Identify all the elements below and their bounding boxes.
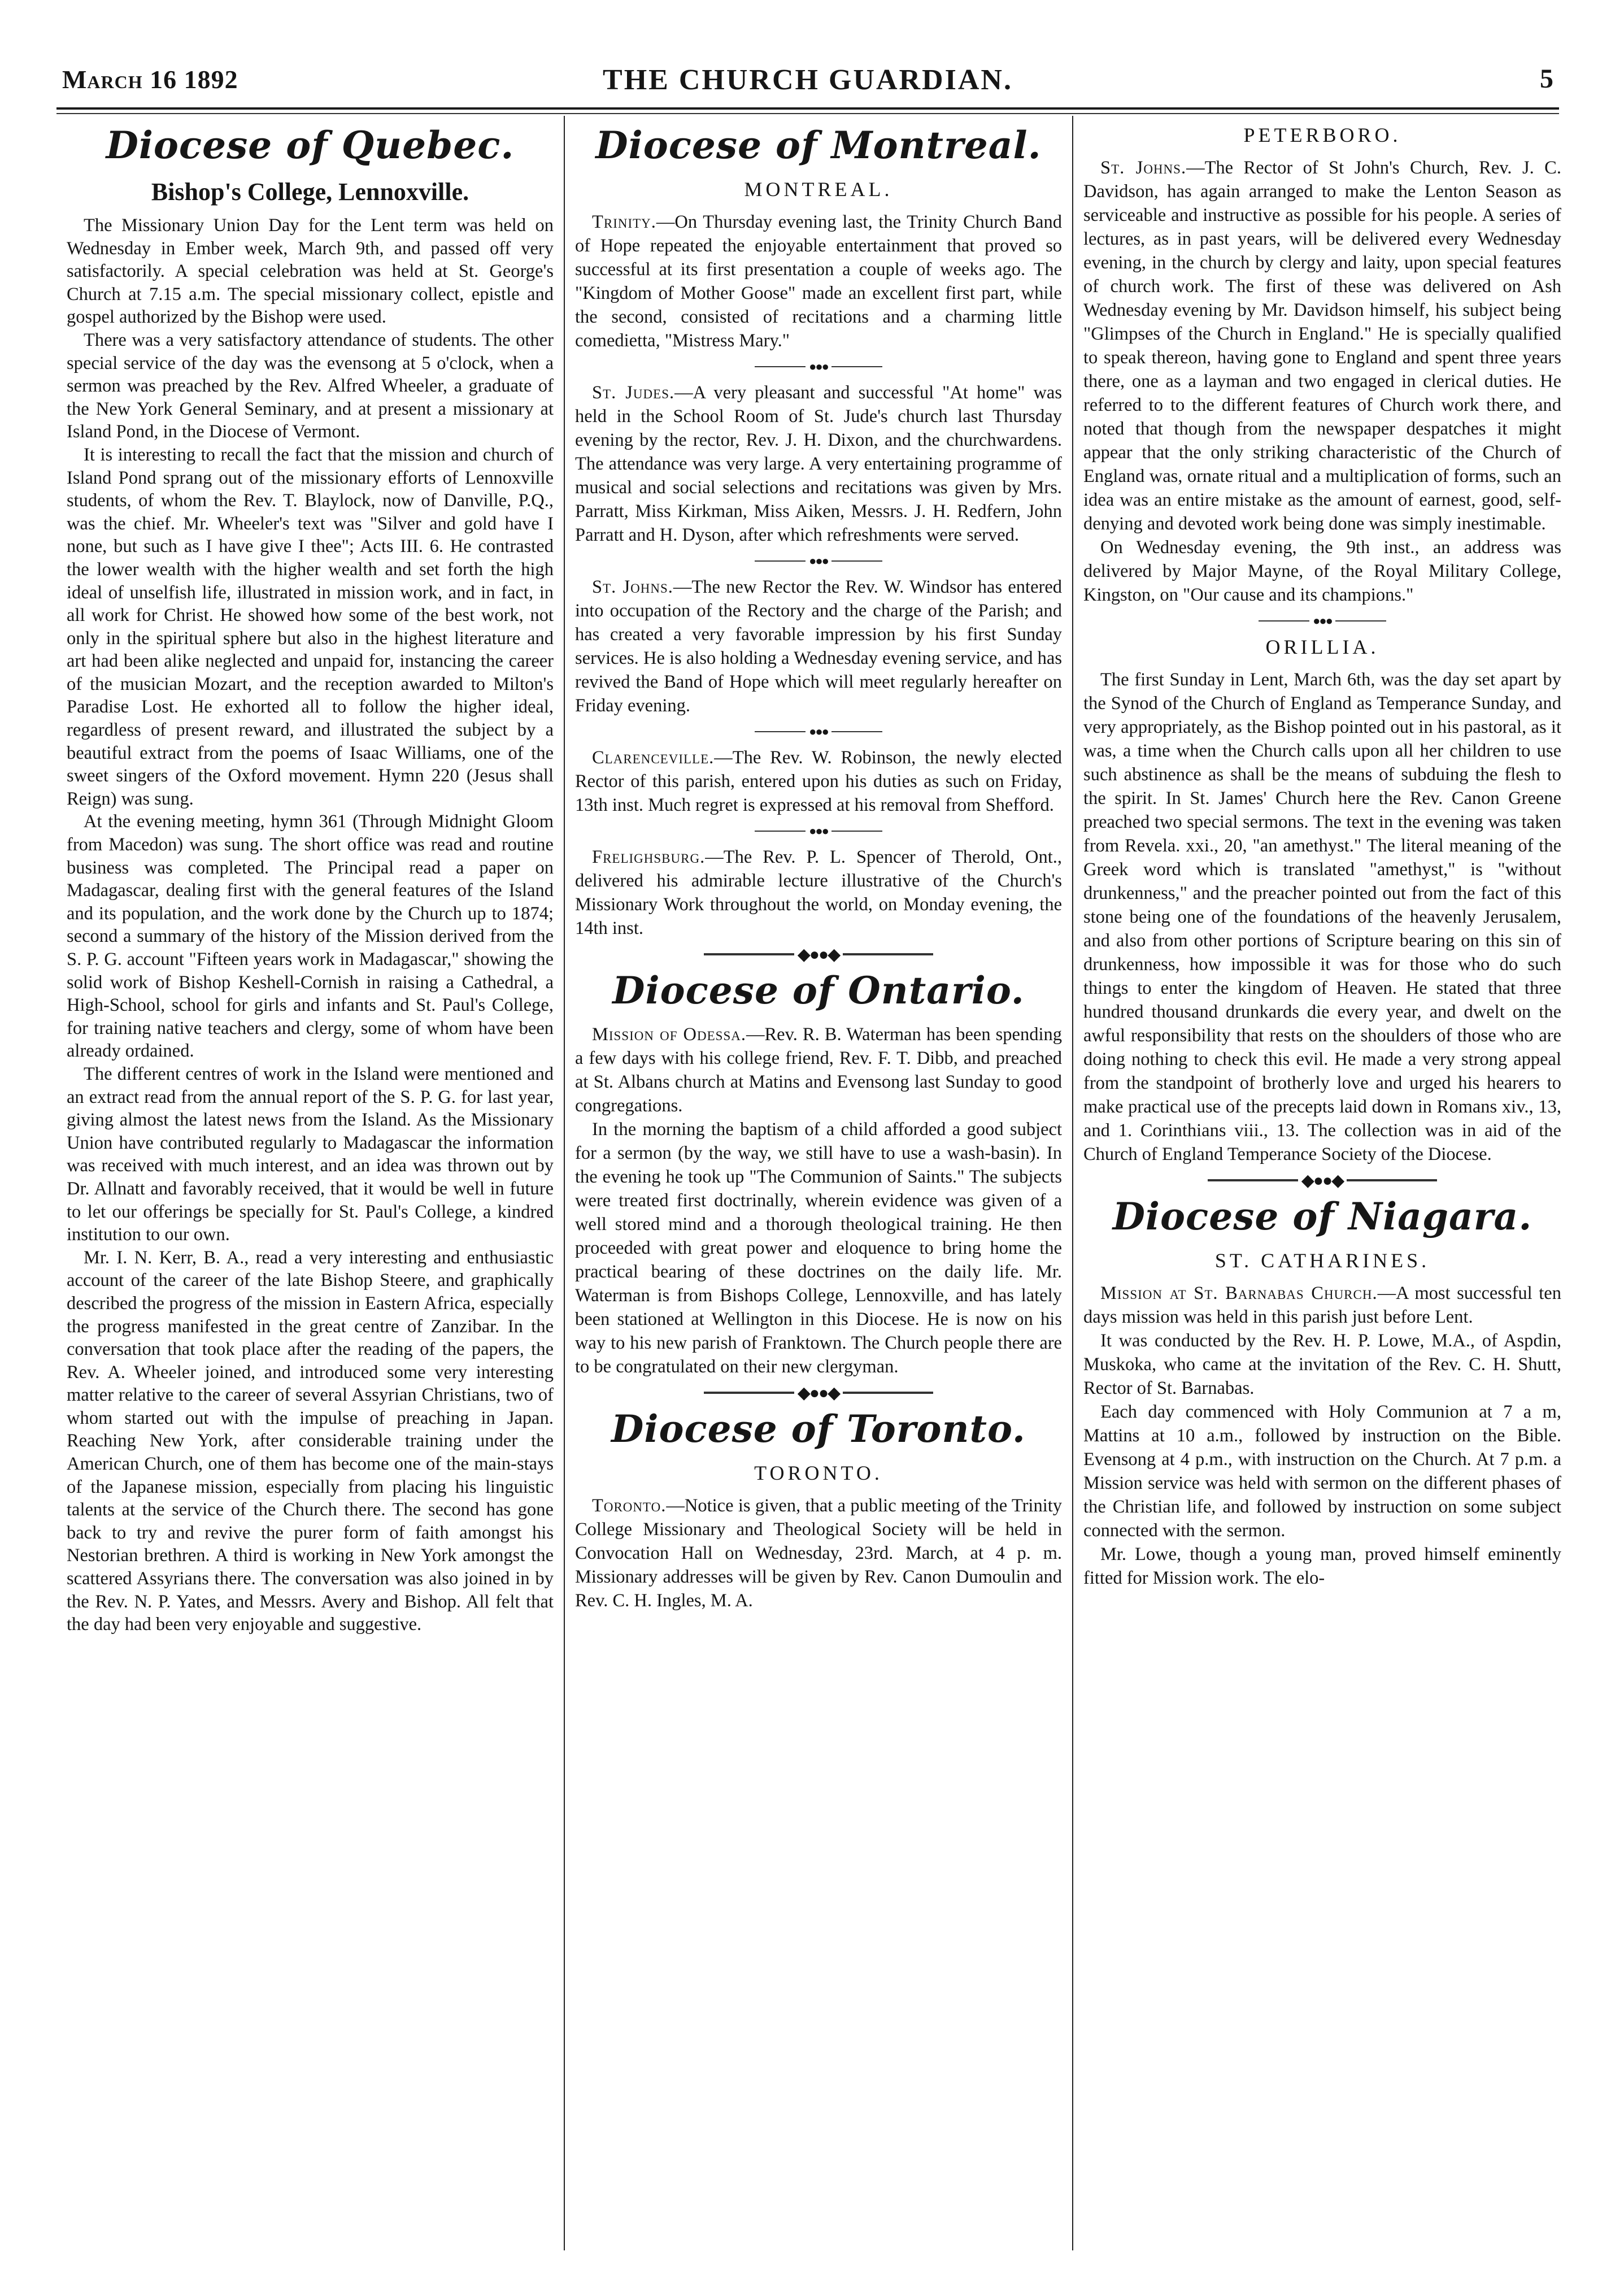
item-text: —On Thursday evening last, the Trinity Church Band of Hope repeated the enjoyable entertainment that proved so successful at its first presentation a couple of weeks ago. The "Kingdom of Mother Goose" made an excellent first part, while the second, consisted of recitations and a charming little comedietta, "Mistress Mary." xyxy=(575,212,1062,351)
item-text: —The Rector of St John's Church, Rev. J. C. Davidson, has again arranged to make the Lenton Season as serviceable and instructive as possible for his people. A series of lectures, as in past years, will be delivered every Wednesday evening, in the church by clergy and laity, upon special features of church work. The first of these was delivered on Ash Wednesday evening by Mr. Davidson himself, his subject being "Glimpses of the Church in England." He is specially qualified to speak thereon, having gone to England and spent three years there, one as a layman and two engaged in clerical duties. He referred to to the different features of Church work there, and noted that though from the newspaper despatches it might appear that the only striking characteristic of the Church of England was, ornate ritual and a multiplication of forms, such an idea was an entire mistake as the amount of earnest, good, self-denying and devoted work being done was simply inestimable. xyxy=(1083,158,1561,534)
place-heading-toronto: TORONTO. xyxy=(754,1462,883,1484)
item-text: —A very pleasant and successful "At home" was held in the School Room of St. Jude's church last Thursday evening by the rector, Rev. J. H. Dixon, and the churchwardens. The attendance was very large. A very entertaining programme of musical and social selections and recitations was given by Mrs. Parratt, Miss Kirkman, Miss Aiken, Messrs. J. H. Redfern, John Parratt and H. Dyson, after which refreshments were served. xyxy=(575,383,1062,545)
section-divider: ●●● xyxy=(575,823,1062,840)
item-lead: St. Johns. xyxy=(1100,158,1187,178)
news-item-st-johns-peterboro xyxy=(1083,156,1561,536)
item-lead: Mission at St. Barnabas Church. xyxy=(1100,1283,1378,1303)
place-heading-montreal: MONTREAL. xyxy=(744,178,893,201)
section-divider: ●●● xyxy=(1083,612,1561,629)
news-item-toronto xyxy=(575,1494,1062,1613)
news-item-clarenceville xyxy=(575,746,1062,817)
article-paragraph: In the morning the baptism of a child afforded a good subject for a sermon (by the way, we still have to use a wash-basin). In the evening he took up "The Communion of Saints." The subjects were treated first doctrinally, wherein evidence was given of a well stored mind and a thorough theological training. He then proceeded with great power and eloquence to bring home the practical bearing of these doctrines on the daily life. Mr. Waterman is from Bishops College, Lennoxville, and has lately been stationed at Wellington in this Diocese. He is now on his way to his new parish of Franktown. The Church people there are to be congratulated on their new clergyman. xyxy=(575,1119,1062,1377)
article-paragraph: It is interesting to recall the fact that the mission and church of Island Pond sprang out of the missionary efforts of Lennoxville students, of whom the Rev. T. Blaylock, now of Danville, P.Q., was the chief. Mr. Wheeler's text was "Silver and gold have I none, but such as I have give I thee"; Acts III. 6. He contrasted the lower wealth with the higher wealth and set forth the high ideal of unselfish life, illustrated in mission work, and in fact, in all work for Christ. He showed how some of the best work, not only in the spiritual sphere but also in the highest literature and art had been alike neglected and unpaid for, instancing the career of the musician Mozart, and the reception awarded to Milton's Paradise Lost. He exhorted all to follow the higher ideal, regardless of present reward, and illustrated the subject by a beautiful extract from the poems of Isaac Williams, one of the sweet singers of the Oxford movement. Hymn 220 (Jesus shall Reign) was sung. xyxy=(67,444,554,809)
item-lead: Mission of Odessa. xyxy=(592,1024,746,1045)
column-3 xyxy=(1083,120,1561,2239)
article-paragraph: Mr. I. N. Kerr, B. A., read a very interesting and enthusiastic account of the career of the late Bishop Steere, and graphically described the progress of the mission in Eastern Africa, especially the progress manifested in the great centre of Zanzibar. In the conversation that took place after the reading of the papers, the Rev. A. Wheeler joined, and introduced some very interesting matter relative to the career of several Assyrian Christians, two of whom started out with the impulse of preaching in Japan. Reaching New York, after considerable training under the American Church, one of them has become one of the main-stays of the Japanese mission, especially from placing his linguistic talents at the service of the Church there. The second has gone back to try and revive the purer form of faith amongst his Nestorian brethren. A third is working in New York amongst the scattered Assyrians there. The conversation was also joined in by the Rev. N. P. Yates, and Messrs. Avery and Bishop. All felt that the day had been very enjoyable and suggestive. xyxy=(67,1247,554,1635)
newspaper-title: THE CHURCH GUARDIAN. xyxy=(603,64,1013,96)
diocese-heading-niagara: Diocese of Niagara. xyxy=(1112,1194,1532,1238)
item-lead: Toronto. xyxy=(592,1496,667,1516)
section-divider: ●●● xyxy=(575,723,1062,740)
news-item-st-johns xyxy=(575,575,1062,718)
item-lead: St. Judes. xyxy=(592,383,675,403)
news-item-st-barnabas xyxy=(1083,1281,1561,1329)
news-item-st-judes xyxy=(575,381,1062,547)
place-heading-orillia: ORILLIA. xyxy=(1265,636,1379,658)
issue-date: March 16 1892 xyxy=(62,65,238,94)
news-item-trinity xyxy=(575,210,1062,353)
column-2 xyxy=(575,120,1062,2239)
item-text: —Rev. R. B. Waterman has been spending a few days with his college friend, Rev. F. T. Dibb, and preached at St. Albans church at Matins and Evensong last Sunday to good congregations. xyxy=(575,1024,1062,1116)
diocese-divider: ◆●●◆ xyxy=(575,946,1062,963)
place-heading-peterboro: PETERBORO. xyxy=(1243,124,1401,146)
diocese-heading-montreal: Diocese of Montreal. xyxy=(595,123,1042,167)
article-paragraph: On Wednesday evening, the 9th inst., an address was delivered by Major Mayne, of the Royal Military College, Kingston, on "Our cause and its champions." xyxy=(1083,537,1561,605)
article-paragraph: At the evening meeting, hymn 361 (Through Midnight Gloom from Macedon) was sung. The short office was read and routine business was completed. The Principal read a paper on Madagascar, dealing first with the general features of the Island and its population, and the work done by the Church up to 1874; second a summary of the history of the Mission derived from the S. P. G. account "Fifteen years work in Madagascar," showing the solid work of Bishop Keshell-Cornish in raising a Cathedral, a High-School, school for girls and infants and St. Paul's College, for training native teachers and clergy, some of whom have been already ordained. xyxy=(67,811,554,1062)
diocese-heading-quebec: Diocese of Quebec. xyxy=(106,123,515,167)
item-text: —A most successful ten days mission was held in this parish just before Lent. xyxy=(1083,1283,1561,1327)
section-divider: ●●● xyxy=(575,553,1062,570)
diocese-divider: ◆●●◆ xyxy=(575,1384,1062,1401)
item-lead: Trinity. xyxy=(592,212,656,232)
item-text: —The Rev. W. Robinson, the newly elected Rector of this parish, entered upon his duties as such on Friday, 13th inst. Much regret is expressed at his removal from Shefford. xyxy=(575,747,1062,815)
section-divider: ●●● xyxy=(575,358,1062,375)
item-text: —The new Rector the Rev. W. Windsor has entered into occupation of the Rectory and the charge of the Parish; and has created a very favorable impression by his first Sunday services. He is also holding a Wednesday evening service, and has revived the Band of Hope which will meet regularly hereafter on Friday evening. xyxy=(575,577,1062,716)
masthead xyxy=(62,61,1553,106)
subheading-bishops-college: Bishop's College, Lennoxville. xyxy=(151,178,469,206)
masthead-rule xyxy=(56,107,1559,110)
item-lead: St. Johns. xyxy=(592,577,673,597)
news-item-odessa xyxy=(575,1023,1062,1118)
article-paragraph: It was conducted by the Rev. H. P. Lowe, M.A., of Aspdin, Muskoka, who came at the invitation of the Rev. C. H. Shutt, Rector of St. Barnabas. xyxy=(1083,1331,1561,1398)
article-paragraph: Each day commenced with Holy Communion at 7 a m, Mattins at 10 a.m., followed by instruction on the Bible. Evensong at 4 p.m., with instruction on the Church. At 7 p.m. a Mission service was held with sermon on the different phases of the Christian life, and followed by instruction on some subject connected with the sermon. xyxy=(1083,1402,1561,1541)
item-lead: Frelighsburg. xyxy=(592,847,706,867)
diocese-heading-ontario: Diocese of Ontario. xyxy=(612,968,1025,1012)
column-divider xyxy=(1072,116,1073,2250)
place-heading-st-catharines: ST. CATHARINES. xyxy=(1214,1249,1430,1272)
item-text: —The Rev. P. L. Spencer of Therold, Ont., delivered his admirable lecture illustrative of the Church's Missionary Work throughout the world, on Monday evening, the 14th inst. xyxy=(575,847,1062,938)
masthead-rule-thin xyxy=(56,113,1559,114)
news-item-frelighsburg xyxy=(575,845,1062,940)
diocese-divider: ◆●●◆ xyxy=(1083,1172,1561,1189)
item-lead: Clarenceville. xyxy=(592,747,715,768)
page-number: 5 xyxy=(1540,64,1553,94)
article-paragraph: The different centres of work in the Island were mentioned and an extract read from the annual report of the S. P. G. for last year, giving almost the latest news from the Island. As the Missionary Union have contributed regularly to Madagascar the information was received with much interest, and an idea was thrown out by Dr. Allnatt and favorably received, that it would be well in future to let our offerings be specially for St. Paul's College, a kindred institution to our own. xyxy=(67,1063,554,1245)
article-paragraph: Mr. Lowe, though a young man, proved himself eminently fitted for Mission work. The elo- xyxy=(1083,1544,1561,1588)
article-paragraph: The first Sunday in Lent, March 6th, was the day set apart by the Synod of the Church of England as Temperance Sunday, and very appropriately, as the Bishop pointed out in his pastoral, as it was, a time when the Church calls upon all her children to use such abstinence as shall be the means of subduing the flesh to the spirit. In St. James' Church here the Rev. Canon Greene preached two special sermons. The text in the evening was taken from Revela. xxi., 20, "an amethyst." The literal meaning of the Greek word which is translated "amethyst," is "without drunkenness," and the preacher pointed out from the fact of this stone being one of the foundations of the heavenly Jerusalem, and also from other portions of Scripture bearing on this sin of drunkenness, how impossible it was for those who do such things to enter the kingdom of Heaven. He stated that three hundred thousand drunkards die every year, and dwelt on the awful responsibility that rests on the shoulders of those who are doing nothing to check this evil. He made a very strong appeal from the standpoint of brotherly love and urged his hearers to make practical use of the precepts laid down in Romans xiv., 13, and 1. Corinthians viii., 13. The collection was in aid of the Church of England Temperance Society of the Diocese. xyxy=(1083,670,1561,1164)
item-text: —Notice is given, that a public meeting of the Trinity College Missionary and Theological Society will be held in Convocation Hall on Wednesday, 23rd. March, at 4 p. m. Missionary addresses will be given by Rev. Canon Dumoulin and Rev. C. H. Ingles, M. A. xyxy=(575,1496,1062,1611)
article-paragraph: There was a very satisfactory attendance of students. The other special service of the day was the evensong at 5 o'clock, when a sermon was preached by the Rev. Alfred Wheeler, a graduate of the New York General Seminary, and at present a missionary at Island Pond, in the Diocese of Vermont. xyxy=(67,329,554,442)
diocese-heading-toronto: Diocese of Toronto. xyxy=(611,1407,1026,1451)
article-paragraph: The Missionary Union Day for the Lent term was held on Wednesday in Ember week, March 9th, and passed off very satisfactorily. A special celebration was held at St. George's Church at 7.15 a.m. The special missionary collect, epistle and gospel authorized by the Bishop were used. xyxy=(67,215,554,328)
column-1 xyxy=(67,120,554,2239)
column-divider xyxy=(564,116,565,2250)
